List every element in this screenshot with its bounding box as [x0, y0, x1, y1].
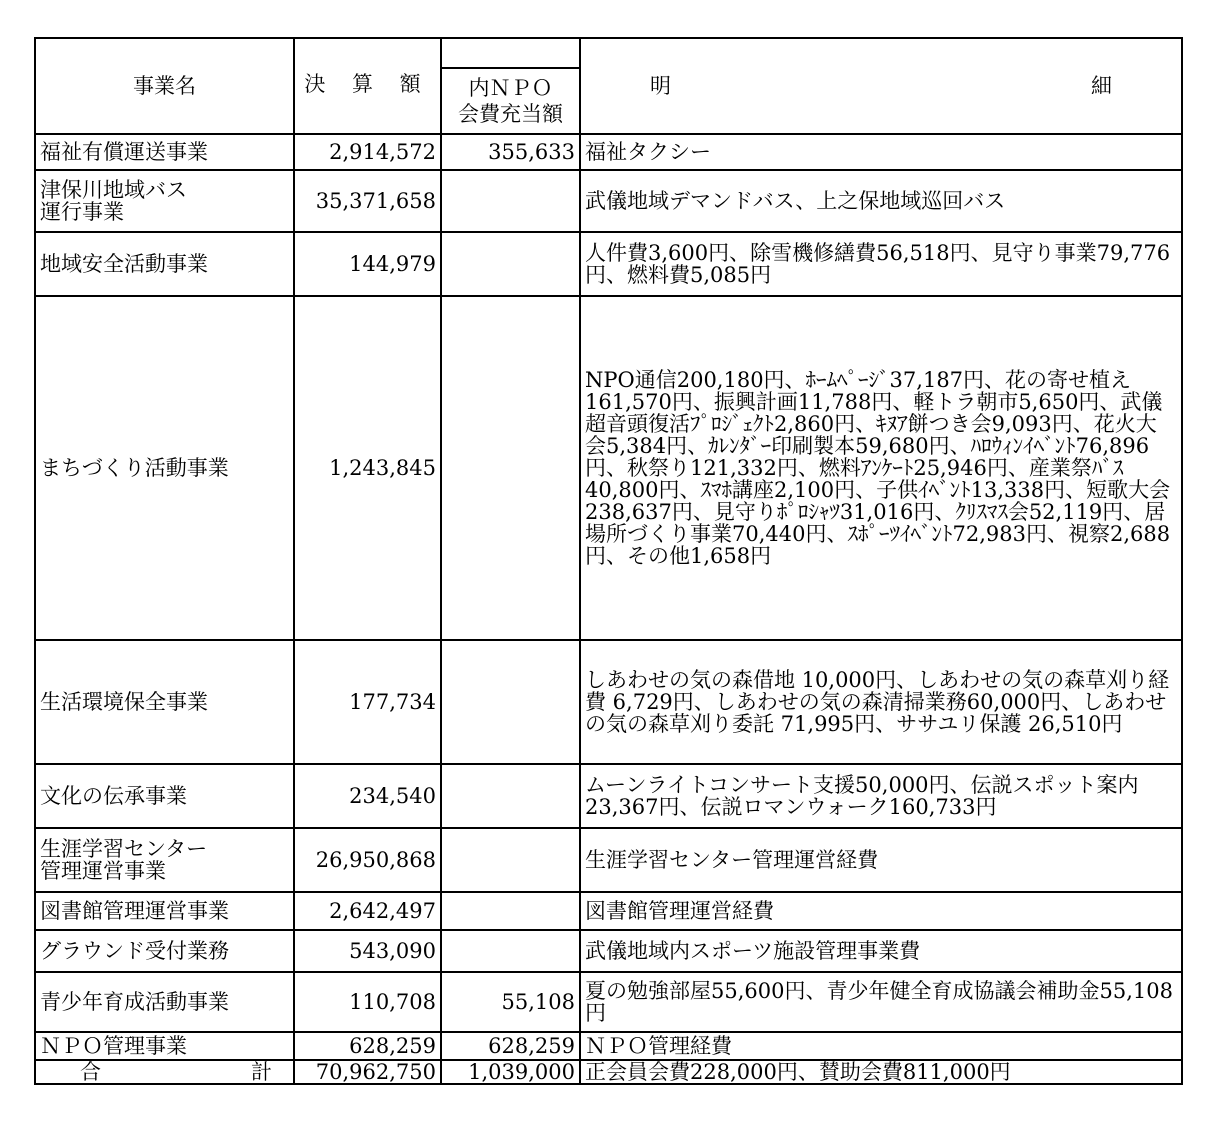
header-npo-allocation-text: 内ＮＰＯ 会費充当額	[458, 76, 563, 126]
settlement-amount-cell: 177,734	[294, 640, 441, 764]
total-amount: 70,962,750	[294, 1060, 441, 1084]
table-row	[35, 930, 1182, 972]
settlement-amount-cell: 110,708	[294, 972, 441, 1032]
header-npo-allocation	[441, 68, 580, 134]
project-name-cell: 青少年育成活動事業	[35, 972, 294, 1032]
detail-cell: 武儀地域デマンドバス、上之保地域巡回バス	[580, 170, 1182, 232]
npo-allocation-cell	[441, 640, 580, 764]
project-name-cell: まちづくり活動事業	[35, 296, 294, 640]
npo-allocation-cell	[441, 892, 580, 930]
project-name-cell: グラウンド受付業務	[35, 930, 294, 972]
total-label-right: 計	[251, 1060, 272, 1084]
project-name-cell: 地域安全活動事業	[35, 232, 294, 296]
settlement-amount-cell: 234,540	[294, 764, 441, 828]
header-detail-right: 細	[1091, 74, 1112, 98]
npo-allocation-cell	[441, 232, 580, 296]
settlement-table	[34, 37, 1183, 1085]
npo-allocation-cell: 55,108	[441, 972, 580, 1032]
project-name-cell: ＮＰＯ管理事業	[35, 1032, 294, 1060]
header-detail	[580, 38, 1182, 134]
settlement-amount-cell: 543,090	[294, 930, 441, 972]
settlement-amount-cell: 26,950,868	[294, 828, 441, 892]
table-row	[35, 170, 1182, 232]
npo-allocation-cell	[441, 828, 580, 892]
npo-allocation-cell: 355,633	[441, 134, 580, 170]
npo-allocation-cell	[441, 296, 580, 640]
header-row-top	[35, 38, 1182, 68]
settlement-document	[34, 37, 1183, 1085]
total-npo: 1,039,000	[441, 1060, 580, 1084]
detail-cell: しあわせの気の森借地 10,000円、しあわせの気の森草刈り経費 6,729円、しあわせの気の森清掃業務60,000円、しあわせの気の森草刈り委託 71,995円、ササユリ保護 26,510円	[580, 640, 1182, 764]
settlement-amount-cell: 144,979	[294, 232, 441, 296]
settlement-amount-cell: 2,914,572	[294, 134, 441, 170]
project-name-cell: 津保川地域バス 運行事業	[35, 170, 294, 232]
total-label	[35, 1060, 294, 1084]
npo-allocation-cell	[441, 764, 580, 828]
detail-cell: 生涯学習センター管理運営経費	[580, 828, 1182, 892]
header-detail-left: 明	[650, 74, 671, 98]
detail-cell: 福祉タクシー	[580, 134, 1182, 170]
project-name-cell: 図書館管理運営事業	[35, 892, 294, 930]
project-name-cell: 福祉有償運送事業	[35, 134, 294, 170]
table-row	[35, 892, 1182, 930]
detail-cell: 武儀地域内スポーツ施設管理事業費	[580, 930, 1182, 972]
npo-allocation-cell: 628,259	[441, 1032, 580, 1060]
table-row	[35, 972, 1182, 1032]
project-name-cell: 生活環境保全事業	[35, 640, 294, 764]
project-name-cell: 生涯学習センター 管理運営事業	[35, 828, 294, 892]
settlement-amount-cell: 1,243,845	[294, 296, 441, 640]
project-name-cell: 文化の伝承事業	[35, 764, 294, 828]
npo-allocation-cell	[441, 170, 580, 232]
header-npo-top	[441, 38, 580, 68]
header-settlement-amount: 決 算 額	[294, 38, 441, 134]
table-row	[35, 828, 1182, 892]
detail-cell: NPO通信200,180円、ﾎｰﾑﾍﾟｰｼﾞ37,187円、花の寄せ植え161,570円、振興計画11,788円、軽トラ朝市5,650円、武儀超音頭復活ﾌﾟﾛｼﾞｪｸﾄ2,860円、ｷﾇｱ餅つき会9,093円、花火大会5,384円、ｶﾚﾝﾀﾞｰ印刷製本59,680円、ﾊﾛｳｨﾝｲﾍﾞﾝﾄ76,896円、秋祭り121,332円、燃料ｱﾝｹｰﾄ25,946円、産業祭ﾊﾞｽ40,800円、ｽﾏﾎ講座2,100円、子供ｲﾍﾞﾝﾄ13,338円、短歌大会238,637円、見守りﾎﾟﾛｼｬﾂ31,016円、ｸﾘｽﾏｽ会52,119円、居場所づくり事業70,440円、ｽﾎﾟｰﾂｲﾍﾞﾝﾄ72,983円、視察2,688円、その他1,658円	[580, 296, 1182, 640]
settlement-amount-cell: 2,642,497	[294, 892, 441, 930]
settlement-amount-cell: 35,371,658	[294, 170, 441, 232]
table-row	[35, 232, 1182, 296]
header-project-name: 事業名	[35, 38, 294, 134]
total-label-left: 合	[80, 1060, 101, 1084]
total-detail: 正会員会費228,000円、賛助会費811,000円	[580, 1060, 1182, 1084]
detail-cell: ムーンライトコンサート支援50,000円、伝説スポット案内23,367円、伝説ロマンウォーク160,733円	[580, 764, 1182, 828]
table-row	[35, 640, 1182, 764]
table-row	[35, 134, 1182, 170]
table-row	[35, 764, 1182, 828]
detail-cell: 人件費3,600円、除雪機修繕費56,518円、見守り事業79,776円、燃料費5,085円	[580, 232, 1182, 296]
settlement-amount-cell: 628,259	[294, 1032, 441, 1060]
detail-cell: 図書館管理運営経費	[580, 892, 1182, 930]
total-row	[35, 1060, 1182, 1084]
npo-allocation-cell	[441, 930, 580, 972]
table-row	[35, 1032, 1182, 1060]
detail-cell: ＮＰＯ管理経費	[580, 1032, 1182, 1060]
detail-cell: 夏の勉強部屋55,600円、青少年健全育成協議会補助金55,108円	[580, 972, 1182, 1032]
table-row	[35, 296, 1182, 640]
